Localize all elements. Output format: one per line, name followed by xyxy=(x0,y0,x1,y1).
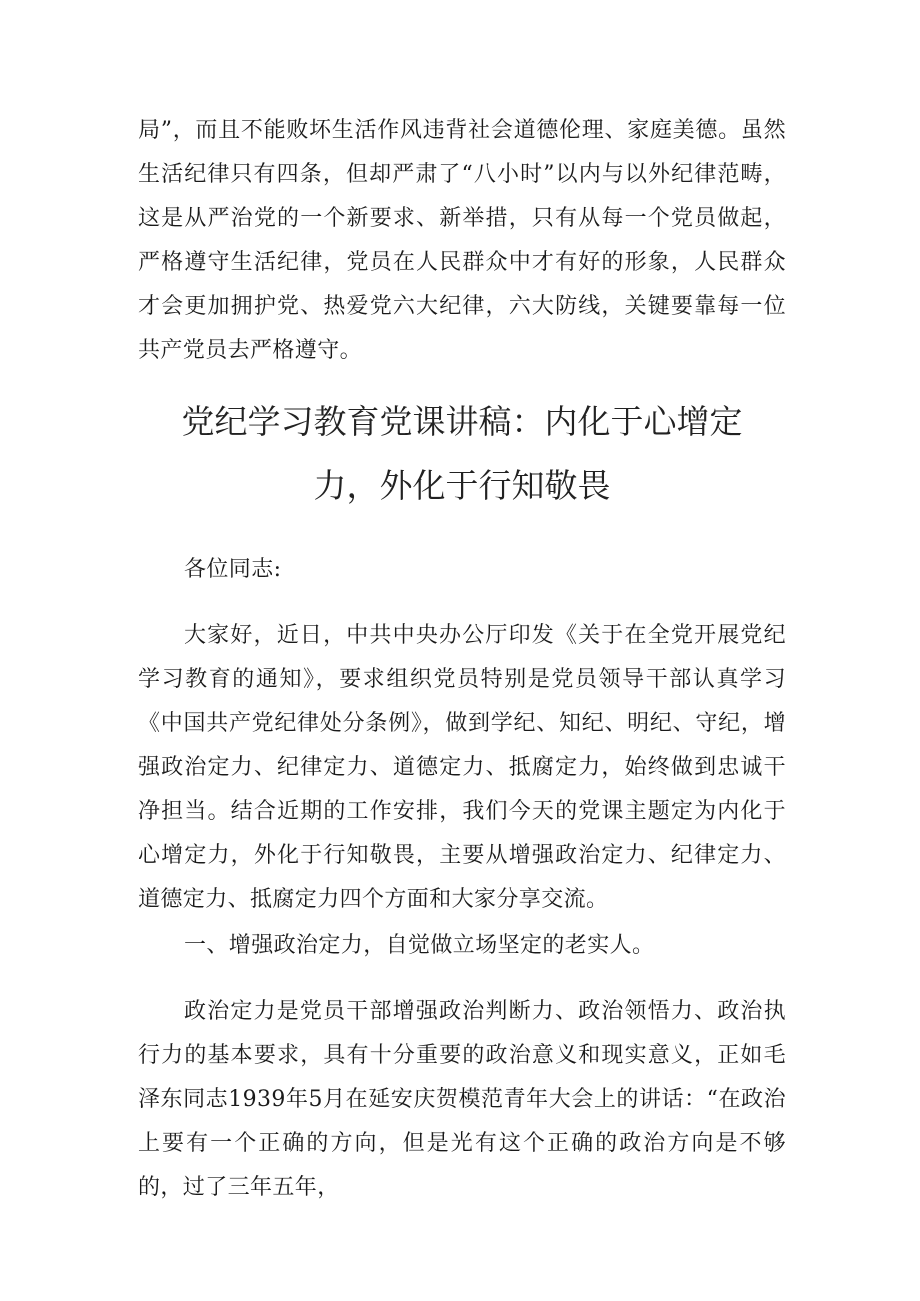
title-line-1: 党纪学习教育党课讲稿：内化于心增定 xyxy=(181,402,743,441)
continued-paragraph: 局”，而且不能败坏生活作风违背社会道德伦理、家庭美德。虽然生活纪律只有四条，但却严肃了“八小时”以内与以外纪律范畴，这是从严治党的一个新要求、新举措，只有从每一个党员做起，严格遵守生活纪律，党员在人民群众中才有好的形象，人民群众才会更加拥护党、热爱党六大纪律，六大防线，关键要靠每一位共产党员去严格遵守。 xyxy=(138,118,786,363)
title-line-2: 力，外化于行知敬畏 xyxy=(313,466,611,505)
section-heading-1: 一、增强政治定力，自觉做立场坚定的老实人。 xyxy=(184,933,655,958)
greeting: 各位同志: xyxy=(184,557,282,582)
political-paragraph: 政治定力是党员干部增强政治判断力、政治领悟力、政治执行力的基本要求，具有十分重要的政治意义和现实意义，正如毛泽东同志1939年5月在延安庆贺模范青年大会上的讲话：“在政治上要有一个正确的方向，但是光有这个正确的政治方向是不够的，过了三年五年， xyxy=(138,999,786,1200)
intro-paragraph: 大家好，近日，中共中央办公厅印发《关于在全党开展党纪学习教育的通知》，要求组织党员特别是党员领导干部认真学习《中国共产党纪律处分条例》，做到学纪、知纪、明纪、守纪，增强政治定力、纪律定力、道德定力、抵腐定力，始终做到忠诚干净担当。结合近期的工作安排，我们今天的党课主题定为内化于心增定力，外化于行知敬畏，主要从增强政治定力、纪律定力、道德定力、抵腐定力四个方面和大家分享交流。 xyxy=(138,623,786,912)
document-title xyxy=(138,390,786,518)
